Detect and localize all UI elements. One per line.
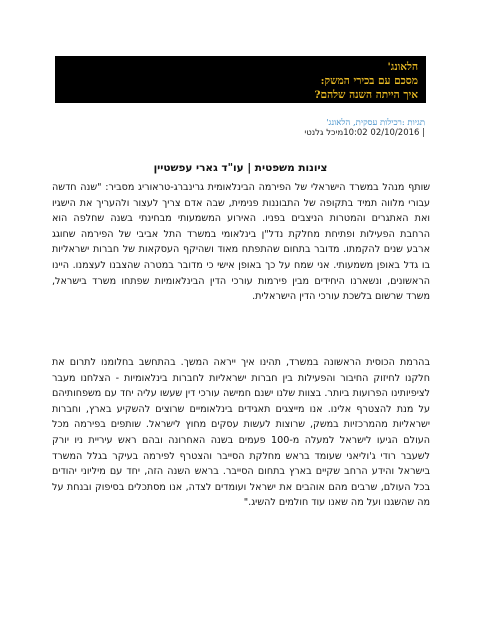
article-title: ציונות משפטית | עו"ד גארי עפשטיין xyxy=(153,162,328,174)
author-date-line: | 02/10/2016 10:02מיכל גלנטי xyxy=(304,128,425,138)
banner-line-1: הלאונג' xyxy=(387,61,418,73)
article-paragraph-1: שותף מנהל במשרד הישראלי של הפירמה הבינלאומית גרינברג-טראוריג מסביר: "שנה חדשה עבורי מלווה תמיד בתקופה של התבוננות פנימית, שבה אדם צריך לעצור ולהעריך את הישגיו ואת האתגרים והמטרות הניצבים בפניו. האירוע המשמעותי מבחינתי בשנה שחלפה הוא הרחבת הפעילות ופתיחת מחלקת נדל"ן בינלאומי במשרד התל אביבי של הפירמה שחוגג ארבע שנים להקמתו. מדובר בתחום שהתפתח מאוד ושהיקף העסקאות של חברות ישראליות בו גדל באופן משמעותי. אני שמח על כך באופן אישי כי מדובר במטרה שהצבנו לעצמנו. היינו הראשונים, ונשארנו היחידים מבין פירמות עורכי הדין הבינלאומיות שפתחו משרד בישראל, משרד שרשום בלשכת עורכי הדין הישראלית. xyxy=(52,182,430,303)
banner-line-3: איך הייתה השנה שלהם? xyxy=(314,89,418,101)
banner-line-2: מסכם עם בכירי המשק: xyxy=(320,75,418,87)
tags-line[interactable]: תגיות :רכילות עסקית, הלאונג' xyxy=(326,118,425,128)
article-paragraph-2: בהרמת הכוסית הראשונה במשרד, תהינו איך ייראה המשך. בהתחשב בחלומנו לתרום את חלקנו לחיזוק החיבור והפעילות בין חברות ישראליות לחברות בינלאומיות - הצלחנו מעבר לציפיותינו הפרועות ביותר. בצוות שלנו ישנם חמישה עורכי דין שעשו עליה יחד עם משפחותיהם על מנת להצטרף אלינו. אנו מייצגים תאגידים בינלאומיים שרוצים להשקיע בארץ, וחברות ישראליות מהמרכזיות במשק, שרוצות לעשות עסקים מחוץ לישראל. שותפים בפירמה מכל העולם הגיעו לישראל למעלה מ-100 פעמים בשנה האחרונה ובהם ראש עיריית ניו יורק לשעבר רודי ג'וליאני שעומד בראש מחלקת הסייבר והצטרף לפירמה בעיקר בגלל המשרד בישראל והידע הרחב שקיים בארץ בתחום הסייבר. בראש השנה הזה, יחד עם מיליוני יהודים בכל העולם, שרבים מהם אוהבים את ישראל ועומדים לצדה, אנו מסתכלים בסיפוק ובנחת על מה שהשגנו ועל מה שאנו עוד חולמים להשיג." xyxy=(52,357,430,509)
lounge-banner xyxy=(55,56,426,103)
